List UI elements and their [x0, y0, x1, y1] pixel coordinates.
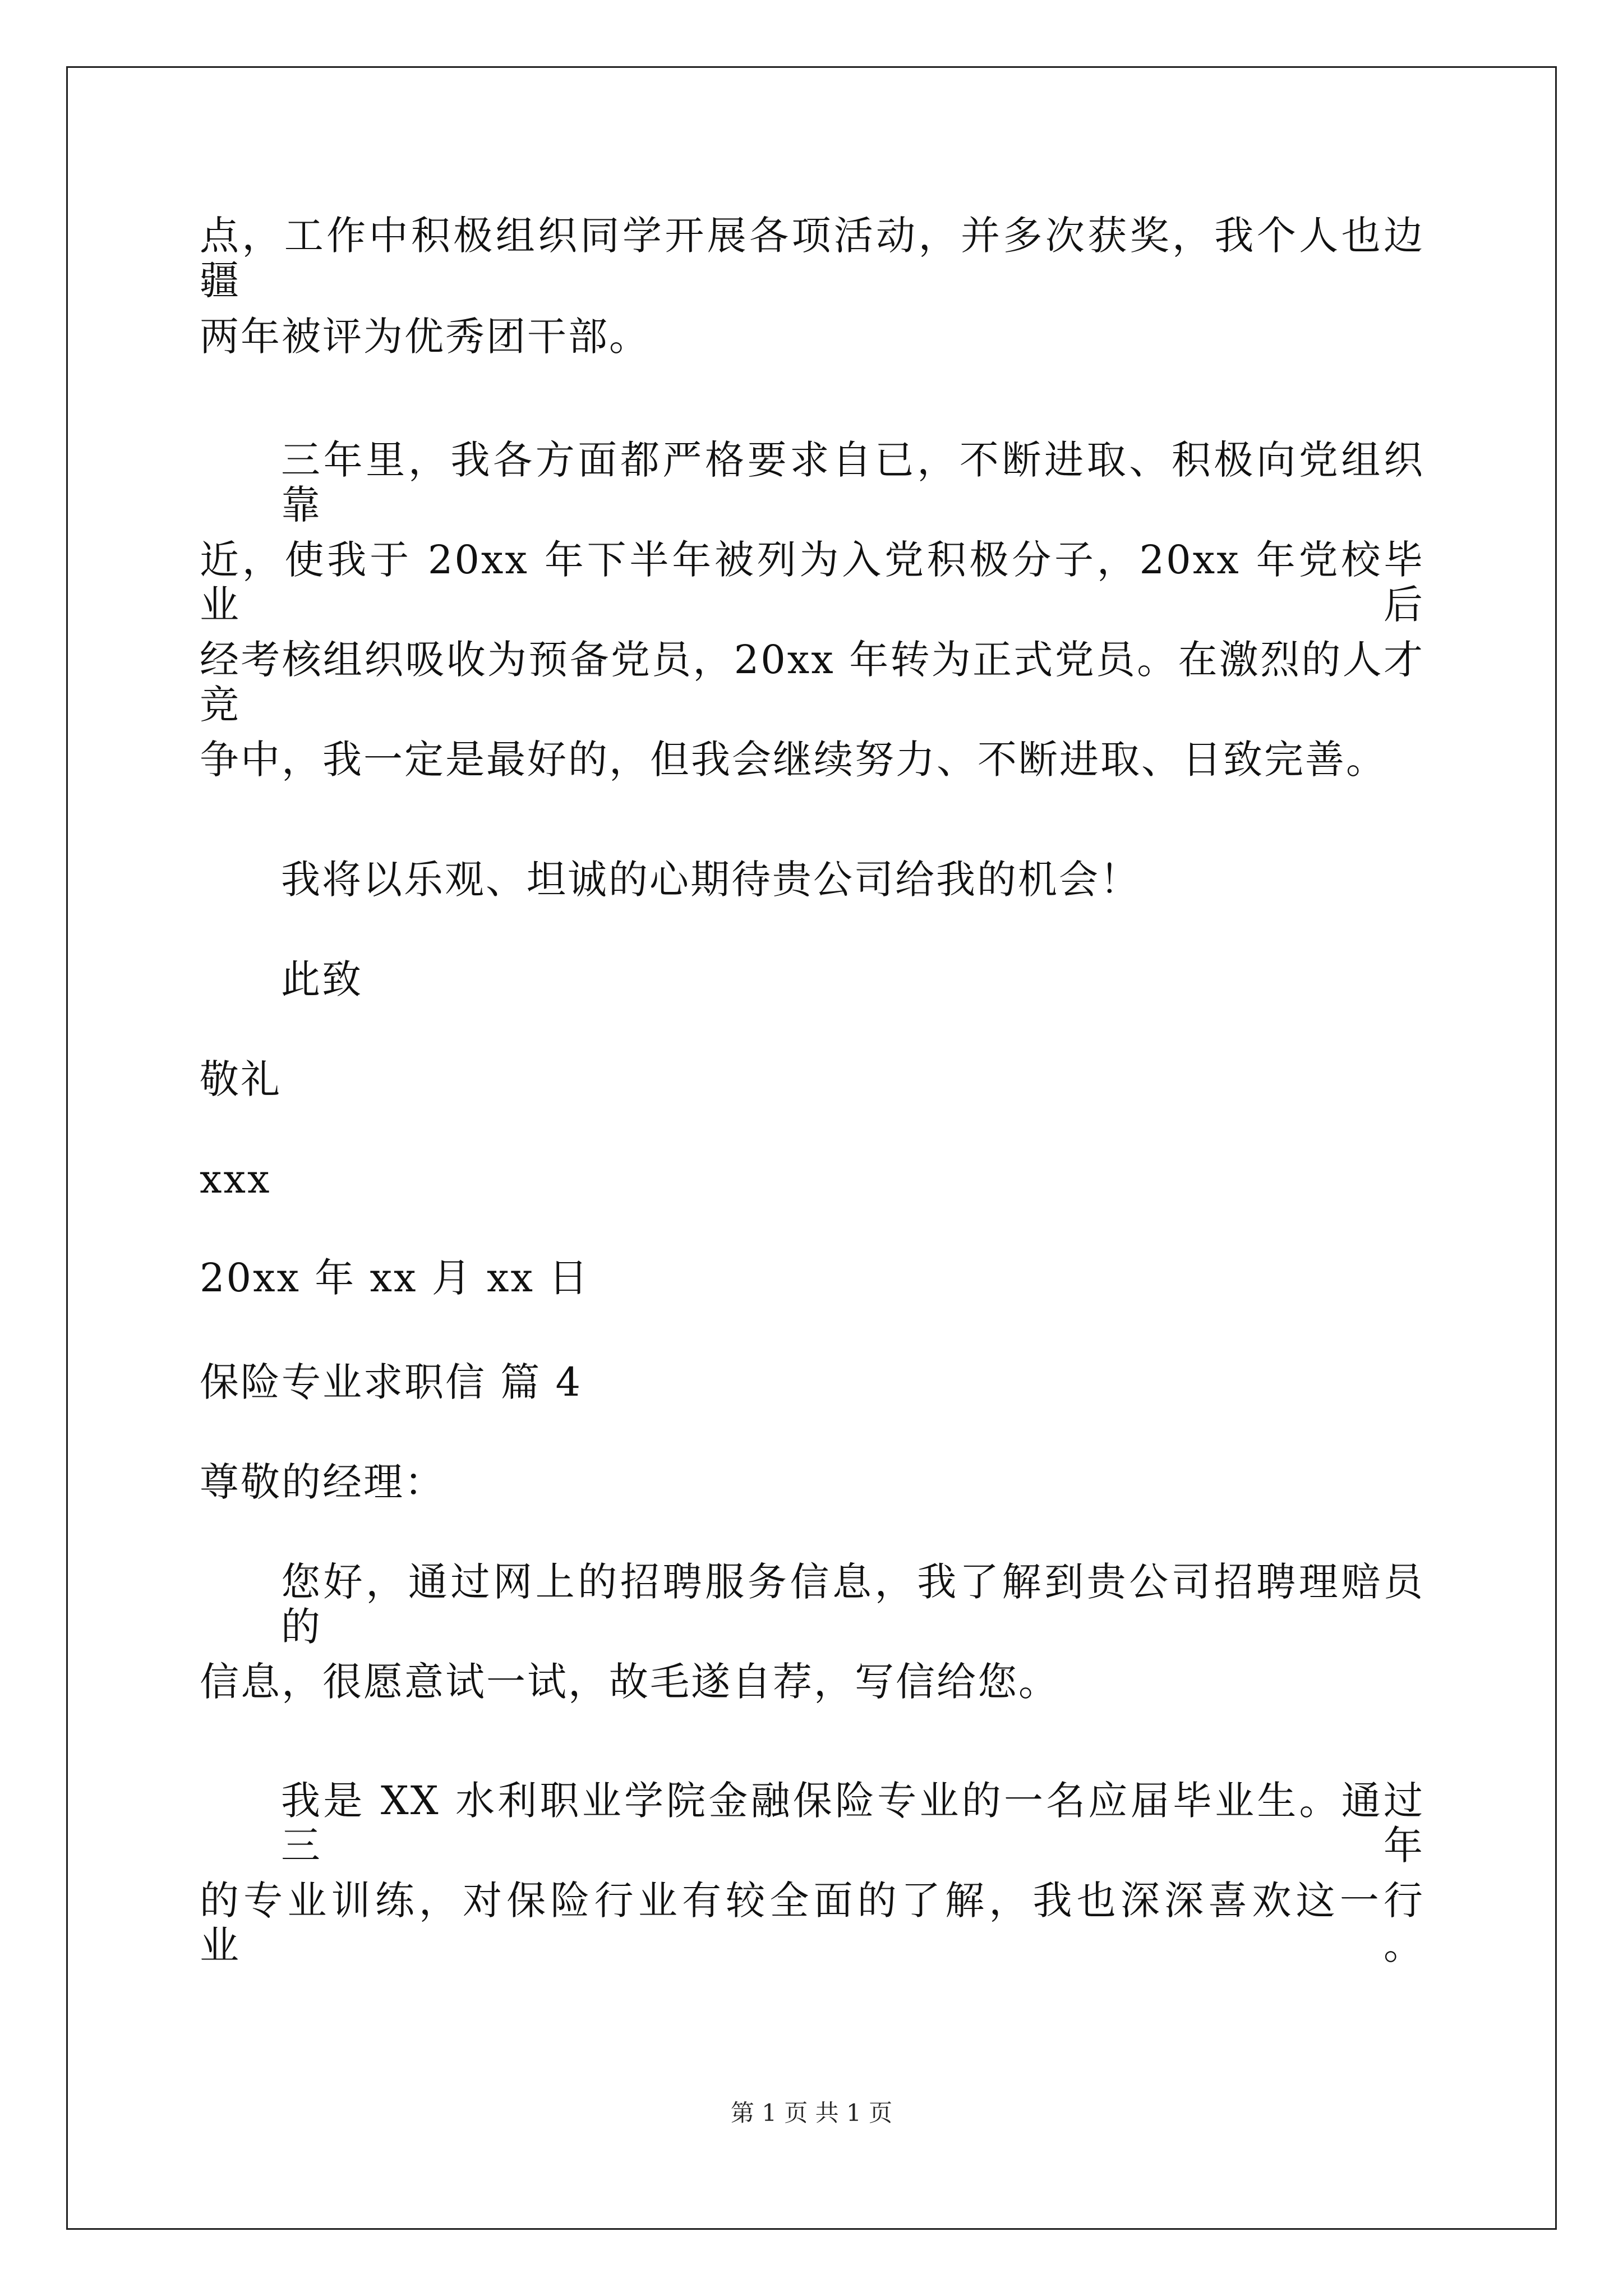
- page-footer: 第 1 页 共 1 页: [730, 2099, 893, 2127]
- paragraph-line: 信息，很愿意试一试，故毛遂自荐，写信给您。: [200, 1659, 1059, 1705]
- paragraph-line: 争中，我一定是最好的，但我会继续努力、不断进取、日致完善。: [200, 737, 1387, 783]
- paragraph-line: 点，工作中积极组织同学开展各项活动，并多次获奖，我个人也边疆: [200, 213, 1424, 303]
- paragraph-line: 经考核组织吸收为预备党员，20xx 年转为正式党员。在激烈的人才竞: [200, 637, 1424, 728]
- paragraph-line: 三年里，我各方面都严格要求自已，不断进取、积极向党组织靠: [281, 437, 1424, 528]
- paragraph-line: 您好，通过网上的招聘服务信息，我了解到贵公司招聘理赔员的: [281, 1559, 1424, 1650]
- paragraph-line: 我将以乐观、坦诚的心期待贵公司给我的机会！: [281, 857, 1141, 903]
- paragraph-line: 两年被评为优秀团干部。: [200, 314, 650, 360]
- closing-salutation: 此致: [281, 956, 363, 1002]
- greeting: 尊敬的经理：: [200, 1459, 445, 1505]
- section-heading: 保险专业求职信 篇 4: [200, 1359, 583, 1405]
- signature-name: xxx: [200, 1156, 271, 1202]
- paragraph-line: 我是 XX 水利职业学院金融保险专业的一名应届毕业生。通过三年: [281, 1778, 1424, 1869]
- closing-respect: 敬礼: [200, 1056, 282, 1102]
- paragraph-line: 的专业训练，对保险行业有较全面的了解，我也深深喜欢这一行业。: [200, 1878, 1424, 1968]
- signature-date: 20xx 年 xx 月 xx 日: [200, 1255, 590, 1301]
- paragraph-line: 近，使我于 20xx 年下半年被列为入党积极分子，20xx 年党校毕业后: [200, 537, 1424, 628]
